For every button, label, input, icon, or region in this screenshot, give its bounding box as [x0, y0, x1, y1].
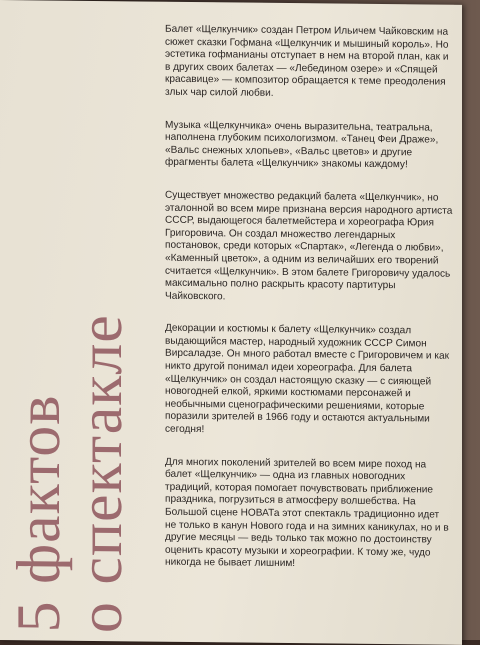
vertical-title	[5, 2, 148, 634]
facts-text	[165, 24, 453, 593]
fact-paragraph-1: Балет «Щелкунчик» создан Петром Ильичем Чайковским на сюжет сказки Гофмана «Щелкунчик и мышиный король». Но эстетика гофманианы отступает в нем на второй план, как и в других своих балетах — «Лебедином озере» и «Спящей красавице» — композитор обращается к теме преодоления злых чар силой любви.	[165, 23, 449, 99]
title-line-2: о спектакле	[67, 313, 135, 634]
fact-paragraph-4: Декорации и костюмы к балету «Щелкунчик» создал выдающийся мастер, народный художник СССР Симон Вирсаладзе. Он много работал вместе с Григоровичем и как никто другой понимал идеи хореографа. Для балета «Щелкунчик» он создал настоящую сказку — с сияющей новогодней елкой, яркими костюмами персонажей и необычными сценографическими решениями, которые поразили зрителей в 1966 году и остаются актуальными сегодня!	[165, 323, 450, 436]
fact-paragraph-2: Музыка «Щелкунчика» очень выразительна, театральна, наполнена глубоким психологизмом. «Танец Феи Драже», «Вальс снежных хлопьев», «Вальс цветов» и другие фрагменты балета «Щелкунчик» знакомы каждому!	[165, 119, 439, 171]
fact-paragraph-5: Для многих поколений зрителей во всем мире поход на балет «Щелкунчик» — одна из главных новогодних традиций, которая помогает почувствовать приближение праздника, погрузиться в атмосферу волшебства. На Большой сцене НОВАТа этот спектакль традиционно идет не только в канун Нового года и на зимних каникулах, но и в другие месяцы — ведь только так можно по достоинству оценить красоту музыки и хореографии. К тому же, чудо никогда не бывает лишним!	[165, 456, 449, 570]
fact-paragraph-3: Существует множество редакций балета «Щелкунчик», но эталонной во всем мире признана версия народного артиста СССР, выдающегося балетмейстера и хореографа Юрия Григоровича. Он создал множество легендарных постановок, среди которых «Спартак», «Легенда о любви», «Каменный цветок», а одним из величайших его творений считается «Щелкунчик». В этом балете Григоровичу удалось максимально полно раскрыть красоту партитуры Чайковского.	[165, 189, 453, 303]
title-line-1: 5 фактов	[5, 393, 73, 633]
